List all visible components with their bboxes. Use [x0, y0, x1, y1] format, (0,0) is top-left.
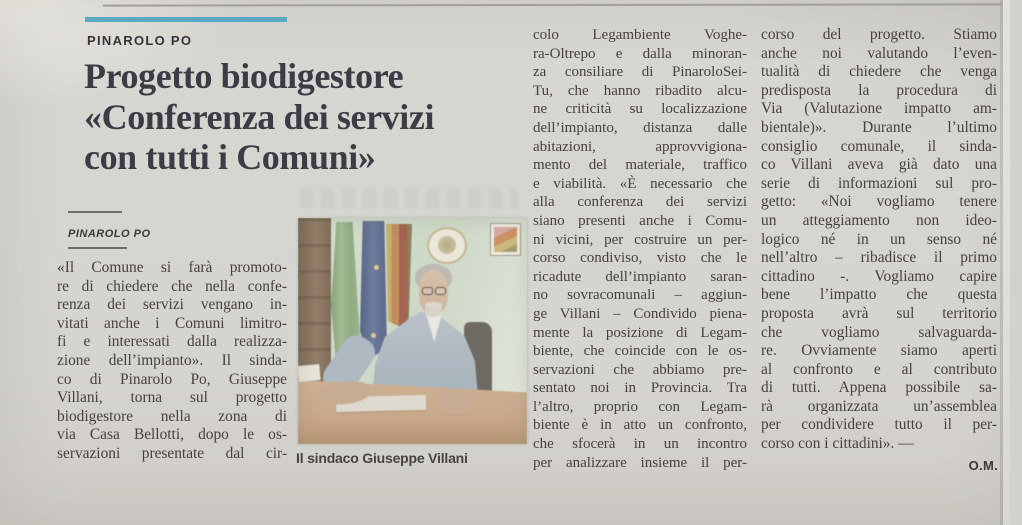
- body-line: za consiliare di PinaroloSei-: [533, 64, 747, 81]
- body-line: ra-Oltrepo e dalla minoran-: [533, 45, 747, 62]
- body-line: abitazioni, approvvigiona-: [533, 138, 747, 155]
- body-line: nell’altro – ribadisce il primo: [761, 249, 997, 267]
- byline: O.M.: [968, 458, 998, 473]
- body-line: anche noi valutando l’even-: [761, 44, 997, 62]
- photo-caption: Il sindaco Giuseppe Villani: [296, 450, 468, 466]
- photo-mayor-at-desk: [298, 218, 527, 444]
- headline-line: Progetto biodigestore: [84, 56, 404, 96]
- paper-margin-right: [1010, 0, 1022, 525]
- body-line: Villani, torna sul progetto: [57, 389, 287, 407]
- body-line: mento del materiale, traffico: [533, 157, 747, 174]
- body-line: corso condiviso, visto che le: [533, 250, 747, 267]
- body-line: ge Villani – Condivido piena-: [533, 305, 747, 322]
- body-line: alla conferenza dei servizi: [533, 194, 747, 211]
- body-line: biente, che coincide con le os-: [533, 343, 747, 360]
- body-line: serie di informazioni sul pro-: [761, 174, 997, 192]
- body-line: renza dei servizi vengano in-: [57, 296, 287, 314]
- headline-line: «Conferenza dei servizi: [84, 96, 435, 137]
- body-line: al confronto e al contributo: [761, 360, 997, 378]
- body-line: getto: «Noi vogliamo tenere: [761, 193, 997, 211]
- body-line: l’altro, proprio con Legam-: [533, 398, 747, 415]
- body-line: corso del progetto. Stiamo: [761, 26, 997, 43]
- paper-edge-highlight: [1003, 0, 1010, 525]
- section-label: PINAROLO PO: [68, 228, 151, 240]
- body-line: zione dell’impianto». Il sinda-: [57, 351, 287, 369]
- body-line: un atteggiamento non ideo-: [761, 211, 997, 229]
- section-rule-bottom: [68, 247, 127, 249]
- body-column-2: [533, 26, 747, 472]
- body-line: ricadute dell’impianto saran-: [533, 268, 747, 285]
- body-line: e viabilità. «È necessario che: [533, 175, 747, 192]
- body-line: consiglio comunale, il sinda-: [761, 137, 997, 155]
- body-line: logico né in un senso né: [761, 230, 997, 248]
- headline: [84, 56, 434, 178]
- body-line: «Il Comune si farà promoto-: [57, 259, 287, 276]
- body-line: re. Ovviamente siamo aperti: [761, 342, 997, 360]
- top-rule: [103, 3, 1002, 6]
- body-line: ne criticità su localizzazione: [533, 101, 747, 118]
- body-line: ni vicini, per costruire un per-: [533, 231, 747, 248]
- body-line: sentato noi in Provincia. Tra: [533, 380, 747, 397]
- body-line: fi e interessati dalla realizza-: [57, 333, 287, 351]
- body-line: siano presenti anche i Comu-: [533, 212, 747, 229]
- body-line: che sfocerà in un incontro: [533, 436, 747, 453]
- photo-print-wash: [298, 218, 527, 444]
- body-line: re di chiedere che nella confe-: [57, 277, 287, 295]
- body-line: rà organizzata un’assemblea: [761, 397, 997, 415]
- body-line: co Villani aveva già dato una: [761, 156, 997, 174]
- body-line: dell’impianto, distanza dalle: [533, 119, 747, 136]
- body-line: di tutti. Appena possibile sa-: [761, 379, 997, 397]
- body-line: corso con i cittadini». —: [761, 435, 914, 453]
- body-line: tualità di chiedere che venga: [761, 63, 997, 81]
- body-line: via Casa Bellotti, dopo le os-: [57, 426, 287, 444]
- body-column-1: [57, 259, 287, 464]
- body-line: vitati anche i Comuni limitro-: [57, 314, 287, 332]
- body-line: bene l’impatto che questa: [761, 286, 997, 304]
- kicker: PINAROLO PO: [87, 33, 193, 48]
- body-line: che vogliamo salvaguarda-: [761, 323, 997, 341]
- accent-bar: [85, 17, 287, 22]
- body-line: bientale)». Durante l’ultimo: [761, 118, 997, 136]
- body-line: co di Pinarolo Po, Giuseppe: [57, 370, 287, 388]
- body-line: Via (Valutazione impatto am-: [761, 100, 997, 118]
- body-line: per analizzare insieme il per-: [533, 454, 747, 471]
- body-line: mente la posizione di Legam-: [533, 324, 747, 341]
- headline-line: con tutti i Comuni»: [84, 137, 376, 177]
- body-line: colo Legambiente Voghe-: [533, 27, 747, 43]
- body-line: servazioni che abbiamo pre-: [533, 361, 747, 378]
- body-line: biente è in atto un confronto,: [533, 417, 747, 434]
- body-line: predisposta la procedura di: [761, 81, 997, 99]
- body-line: per condividere tutto il per-: [761, 416, 997, 434]
- body-line: no sovracomunali – aggiun-: [533, 287, 747, 304]
- body-column-3: [761, 26, 997, 454]
- print-bleed-through: [300, 188, 518, 208]
- section-rule-top: [68, 211, 122, 213]
- body-line: proposta avrà sul territorio: [761, 304, 997, 322]
- body-line: servazioni presentate dal cir-: [57, 444, 287, 462]
- body-line: cittadino -. Vogliamo capire: [761, 267, 997, 285]
- body-line: Tu, che hanno ribadito alcu-: [533, 82, 747, 99]
- body-line: biodigestore nella zona di: [57, 407, 287, 425]
